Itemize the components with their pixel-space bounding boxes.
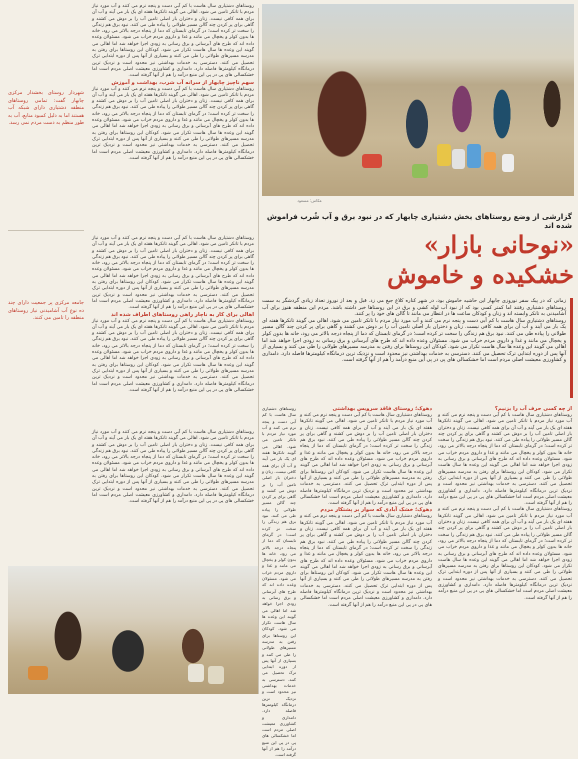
pull-quote: شهردار روستای بخشدار مرکزی چابهار گفت: تمامی روستاهای منطقه دشتیاری دارای شبکه آب هستند اما به دلیل کمبود منابع، آب به طور منظم به دست مردم نمی رسد. <box>8 90 84 127</box>
text-column-top: روستاهای دشتیاری سال هاست با کم آبی دست و پنجه نرم می کنند و آب مورد نیاز مردم با تانکر تامین می شود. اهالی می گویند تانکرها هفته ای یک بار می آیند و آب آن برای همه کافی نیست. زنان و دختران بار اصلی تامین آب را بر دوش می کشند و گاهی برای پر کردن چند گالن مسیر طولانی را پیاده طی می کنند. نبود برق هم زندگی را سخت تر کرده است؛ در گرمای تابستان که دما از پنجاه درجه بالاتر می رود، خانه ها بدون کولر و یخچال می مانند و غذا و داروی مردم خراب می شود. مسئولان وعده داده اند که طرح های آبرسانی و برق رسانی به زودی اجرا خواهد شد اما اهالی می گویند این وعده ها سال هاست تکرار می شود. کودکان این روستاها برای رفتن به مدرسه مسیرهای طولانی را طی می کنند و بسیاری از آنها پس از دوره ابتدایی ترک تحصیل می کنند. دسترسی به خدمات بهداشتی نیز محدود است و نزدیک ترین درمانگاه کیلومترها فاصله دارد. دامداری و کشاورزی معیشت اصلی مردم است اما خشکسالی های پی در پی این منبع درآمد را هم از آنها گرفته است. سهم ناچیز چابهار از سرانه آب شرب، بهداشت و آموزش روستاهای دشتیاری سال هاست با کم آبی دست و پنجه نرم می کنند و آب مورد نیاز مردم با تانکر تامین می شود. اهالی می گویند تانکرها هفته ای یک بار می آیند و آب آن برای همه کافی نیست. زنان و دختران بار اصلی تامین آب را بر دوش می کشند و گاهی برای پر کردن چند گالن مسیر طولانی را پیاده طی می کنند. نبود برق هم زندگی را سخت تر کرده است؛ در گرمای تابستان که دما از پنجاه درجه بالاتر می رود، خانه ها بدون کولر و یخچال می مانند و غذا و داروی مردم خراب می شود. مسئولان وعده داده اند که طرح های آبرسانی و برق رسانی به زودی اجرا خواهد شد اما اهالی می گویند این وعده ها سال هاست تکرار می شود. کودکان این روستاها برای رفتن به مدرسه مسیرهای طولانی را طی می کنند و بسیاری از آنها پس از دوره ابتدایی ترک تحصیل می کنند. دسترسی به خدمات بهداشتی نیز محدود است و نزدیک ترین درمانگاه کیلومترها فاصله دارد. دامداری و کشاورزی معیشت اصلی مردم است اما خشکسالی های پی در پی این منبع درآمد را هم از آنها گرفته است. <box>92 4 254 161</box>
text-column-left-lower: روستاهای دشتیاری سال هاست با کم آبی دست و پنجه نرم می کنند و آب مورد نیاز مردم با تانکر تامین می شود. اهالی می گویند تانکرها هفته ای یک بار می آیند و آب آن برای همه کافی نیست. زنان و دختران بار اصلی تامین آب را بر دوش می کشند و گاهی برای پر کردن چند گالن مسیر طولانی را پیاده طی می کنند. نبود برق هم زندگی را سخت تر کرده است؛ در گرمای تابستان که دما از پنجاه درجه بالاتر می رود، خانه ها بدون کولر و یخچال می مانند و غذا و داروی مردم خراب می شود. مسئولان وعده داده اند که طرح های آبرسانی و برق رسانی به زودی اجرا خواهد شد اما اهالی می گویند این وعده ها سال هاست تکرار می شود. کودکان این روستاها برای رفتن به مدرسه مسیرهای طولانی را طی می کنند و بسیاری از آنها پس از دوره ابتدایی ترک تحصیل می کنند. دسترسی به خدمات بهداشتی نیز محدود است و نزدیک ترین درمانگاه کیلومترها فاصله دارد. دامداری و کشاورزی معیشت اصلی مردم است اما خشکسالی های پی در پی این منبع درآمد را هم از آنها گرفته است. <box>262 406 296 758</box>
secondary-photo <box>8 566 258 694</box>
text-column-right: از چه کسی حرف آب را بزنیم؟ روستاهای دشتیاری سال هاست با کم آبی دست و پنجه نرم می کنند و آب مورد نیاز مردم با تانکر تامین می شود. اهالی می گویند تانکرها هفته ای یک بار می آیند و آب آن برای همه کافی نیست. زنان و دختران بار اصلی تامین آب را بر دوش می کشند و گاهی برای پر کردن چند گالن مسیر طولانی را پیاده طی می کنند. نبود برق هم زندگی را سخت تر کرده است؛ در گرمای تابستان که دما از پنجاه درجه بالاتر می رود، خانه ها بدون کولر و یخچال می مانند و غذا و داروی مردم خراب می شود. مسئولان وعده داده اند که طرح های آبرسانی و برق رسانی به زودی اجرا خواهد شد اما اهالی می گویند این وعده ها سال هاست تکرار می شود. کودکان این روستاها برای رفتن به مدرسه مسیرهای طولانی را طی می کنند و بسیاری از آنها پس از دوره ابتدایی ترک تحصیل می کنند. دسترسی به خدمات بهداشتی نیز محدود است و نزدیک ترین درمانگاه کیلومترها فاصله دارد. دامداری و کشاورزی معیشت اصلی مردم است اما خشکسالی های پی در پی این منبع درآمد را هم از آنها گرفته است. روستاهای دشتیاری سال هاست با کم آبی دست و پنجه نرم می کنند و آب مورد نیاز مردم با تانکر تامین می شود. اهالی می گویند تانکرها هفته ای یک بار می آیند و آب آن برای همه کافی نیست. زنان و دختران بار اصلی تامین آب را بر دوش می کشند و گاهی برای پر کردن چند گالن مسیر طولانی را پیاده طی می کنند. نبود برق هم زندگی را سخت تر کرده است؛ در گرمای تابستان که دما از پنجاه درجه بالاتر می رود، خانه ها بدون کولر و یخچال می مانند و غذا و داروی مردم خراب می شود. مسئولان وعده داده اند که طرح های آبرسانی و برق رسانی به زودی اجرا خواهد شد اما اهالی می گویند این وعده ها سال هاست تکرار می شود. کودکان این روستاها برای رفتن به مدرسه مسیرهای طولانی را طی می کنند و بسیاری از آنها پس از دوره ابتدایی ترک تحصیل می کنند. دسترسی به خدمات بهداشتی نیز محدود است و نزدیک ترین درمانگاه کیلومترها فاصله دارد. دامداری و کشاورزی معیشت اصلی مردم است اما خشکسالی های پی در پی این منبع درآمد را هم از آنها گرفته است. <box>438 406 572 601</box>
text-column-middle: روستاهای دشتیاری سال هاست با کم آبی دست و پنجه نرم می کنند و آب مورد نیاز مردم با تانکر تامین می شود. اهالی می گویند تانکرها هفته ای یک بار می آیند و آب آن برای همه کافی نیست. زنان و دختران بار اصلی تامین آب را بر دوش می کشند و گاهی برای پر کردن چند گالن مسیر طولانی را پیاده طی می کنند. نبود برق هم زندگی را سخت تر کرده است؛ در گرمای تابستان که دما از پنجاه درجه بالاتر می رود، خانه ها بدون کولر و یخچال می مانند و غذا و داروی مردم خراب می شود. مسئولان وعده داده اند که طرح های آبرسانی و برق رسانی به زودی اجرا خواهد شد اما اهالی می گویند این وعده ها سال هاست تکرار می شود. کودکان این روستاها برای رفتن به مدرسه مسیرهای طولانی را طی می کنند و بسیاری از آنها پس از دوره ابتدایی ترک تحصیل می کنند. دسترسی به خدمات بهداشتی نیز محدود است و نزدیک ترین درمانگاه کیلومترها فاصله دارد. دامداری و کشاورزی معیشت اصلی مردم است اما خشکسالی های پی در پی این منبع درآمد را هم از آنها گرفته است. اهالی برای کار به ناچار راهی روستاهای اطراف شده اند روستاهای دشتیاری سال هاست با کم آبی دست و پنجه نرم می کنند و آب مورد نیاز مردم با تانکر تامین می شود. اهالی می گویند تانکرها هفته ای یک بار می آیند و آب آن برای همه کافی نیست. زنان و دختران بار اصلی تامین آب را بر دوش می کشند و گاهی برای پر کردن چند گالن مسیر طولانی را پیاده طی می کنند. نبود برق هم زندگی را سخت تر کرده است؛ در گرمای تابستان که دما از پنجاه درجه بالاتر می رود، خانه ها بدون کولر و یخچال می مانند و غذا و داروی مردم خراب می شود. مسئولان وعده داده اند که طرح های آبرسانی و برق رسانی به زودی اجرا خواهد شد اما اهالی می گویند این وعده ها سال هاست تکرار می شود. کودکان این روستاها برای رفتن به مدرسه مسیرهای طولانی را طی می کنند و بسیاری از آنها پس از دوره ابتدایی ترک تحصیل می کنند. دسترسی به خدمات بهداشتی نیز محدود است و نزدیک ترین درمانگاه کیلومترها فاصله دارد. دامداری و کشاورزی معیشت اصلی مردم است اما خشکسالی های پی در پی این منبع درآمد را هم از آنها گرفته است. <box>92 236 254 393</box>
text-column-bottom-center: روستاهای دشتیاری سال هاست با کم آبی دست و پنجه نرم می کنند و آب مورد نیاز مردم با تانکر تامین می شود. اهالی می گویند تانکرها هفته ای یک بار می آیند و آب آن برای همه کافی نیست. زنان و دختران بار اصلی تامین آب را بر دوش می کشند و گاهی برای پر کردن چند گالن مسیر طولانی را پیاده طی می کنند. نبود برق هم زندگی را سخت تر کرده است؛ در گرمای تابستان که دما از پنجاه درجه بالاتر می رود، خانه ها بدون کولر و یخچال می مانند و غذا و داروی مردم خراب می شود. مسئولان وعده داده اند که طرح های آبرسانی و برق رسانی به زودی اجرا خواهد شد اما اهالی می گویند این وعده ها سال هاست تکرار می شود. کودکان این روستاها برای رفتن به مدرسه مسیرهای طولانی را طی می کنند و بسیاری از آنها پس از دوره ابتدایی ترک تحصیل می کنند. دسترسی به خدمات بهداشتی نیز محدود است و نزدیک ترین درمانگاه کیلومترها فاصله دارد. دامداری و کشاورزی معیشت اصلی مردم است اما خشکسالی های پی در پی این منبع درآمد را هم از آنها گرفته است. <box>92 430 254 505</box>
article-title: «نوحانی بازار» خشکیده و خاموش <box>387 230 574 289</box>
text-column-center: دهوک؛ روستای فاقد سرویس بهداشتی روستاهای دشتیاری سال هاست با کم آبی دست و پنجه نرم می کنند و آب مورد نیاز مردم با تانکر تامین می شود. اهالی می گویند تانکرها هفته ای یک بار می آیند و آب آن برای همه کافی نیست. زنان و دختران بار اصلی تامین آب را بر دوش می کشند و گاهی برای پر کردن چند گالن مسیر طولانی را پیاده طی می کنند. نبود برق هم زندگی را سخت تر کرده است؛ در گرمای تابستان که دما از پنجاه درجه بالاتر می رود، خانه ها بدون کولر و یخچال می مانند و غذا و داروی مردم خراب می شود. مسئولان وعده داده اند که طرح های آبرسانی و برق رسانی به زودی اجرا خواهد شد اما اهالی می گویند این وعده ها سال هاست تکرار می شود. کودکان این روستاها برای رفتن به مدرسه مسیرهای طولانی را طی می کنند و بسیاری از آنها پس از دوره ابتدایی ترک تحصیل می کنند. دسترسی به خدمات بهداشتی نیز محدود است و نزدیک ترین درمانگاه کیلومترها فاصله دارد. دامداری و کشاورزی معیشت اصلی مردم است اما خشکسالی های پی در پی این منبع درآمد را هم از آنها گرفته است. دهوک؛ خشک آبادی که سوار بر پشتکار مردم روستاهای دشتیاری سال هاست با کم آبی دست و پنجه نرم می کنند و آب مورد نیاز مردم با تانکر تامین می شود. اهالی می گویند تانکرها هفته ای یک بار می آیند و آب آن برای همه کافی نیست. زنان و دختران بار اصلی تامین آب را بر دوش می کشند و گاهی برای پر کردن چند گالن مسیر طولانی را پیاده طی می کنند. نبود برق هم زندگی را سخت تر کرده است؛ در گرمای تابستان که دما از پنجاه درجه بالاتر می رود، خانه ها بدون کولر و یخچال می مانند و غذا و داروی مردم خراب می شود. مسئولان وعده داده اند که طرح های آبرسانی و برق رسانی به زودی اجرا خواهد شد اما اهالی می گویند این وعده ها سال هاست تکرار می شود. کودکان این روستاها برای رفتن به مدرسه مسیرهای طولانی را طی می کنند و بسیاری از آنها پس از دوره ابتدایی ترک تحصیل می کنند. دسترسی به خدمات بهداشتی نیز محدود است و نزدیک ترین درمانگاه کیلومترها فاصله دارد. دامداری و کشاورزی معیشت اصلی مردم است اما خشکسالی های پی در پی این منبع درآمد را هم از آنها گرفته است. <box>300 406 432 608</box>
photo-caption: عکاس: مسعود <box>297 198 322 203</box>
article-kicker: گزارشی از وضع روستاهای بخش دشتیاری چابهار که در نبود برق و آب شُرب فراموش شده اند <box>266 212 572 230</box>
lead-paragraph: زمانی که در پیک سفر نوروزی چابهار این حاشیه خاموش بود، در شهر کناره کلاغ جیغ می زد. قبل و بعد از نوروز تعداد زیادی گردشگر به سمت روستاهای دشتیاری رفتند اما کمتر کسی بود که از نبود آب لوله کشی و برق در این روستاها خبر داشته باشد. مردم این منطقه هنوز برای آب آشامیدنی به تانکر وابسته اند و زنان و کودکان ساعت ها در انتظار می مانند تا گالن های خود را پر کنند. روستاهای دشتیاری سال هاست با کم آبی دست و پنجه نرم می کنند و آب مورد نیاز مردم با تانکر تامین می شود. اهالی می گویند تانکرها هفته ای یک بار می آیند و آب آن برای همه کافی نیست. زنان و دختران بار اصلی تامین آب را بر دوش می کشند و گاهی برای پر کردن چند گالن مسیر طولانی را پیاده طی می کنند. نبود برق هم زندگی را سخت تر کرده است؛ در گرمای تابستان که دما از پنجاه درجه بالاتر می رود، خانه ها بدون کولر و یخچال می مانند و غذا و داروی مردم خراب می شود. مسئولان وعده داده اند که طرح های آبرسانی و برق رسانی به زودی اجرا خواهد شد اما اهالی می گویند این وعده ها سال هاست تکرار می شود. کودکان این روستاها برای رفتن به مدرسه مسیرهای طولانی را طی می کنند و بسیاری از آنها پس از دوره ابتدایی ترک تحصیل می کنند. دسترسی به خدمات بهداشتی نیز محدود است و نزدیک ترین درمانگاه کیلومترها فاصله دارد. دامداری و کشاورزی معیشت اصلی مردم است اما خشکسالی های پی در پی این منبع درآمد را هم از آنها گرفته است. <box>262 298 573 398</box>
main-photo <box>262 4 574 196</box>
pull-quote-2: جامعه مرکزی پر جمعیت دارای چند ده نوع آب آشامیدنی نیاز روستاهای منطقه را تامین می کنند. <box>8 300 84 322</box>
